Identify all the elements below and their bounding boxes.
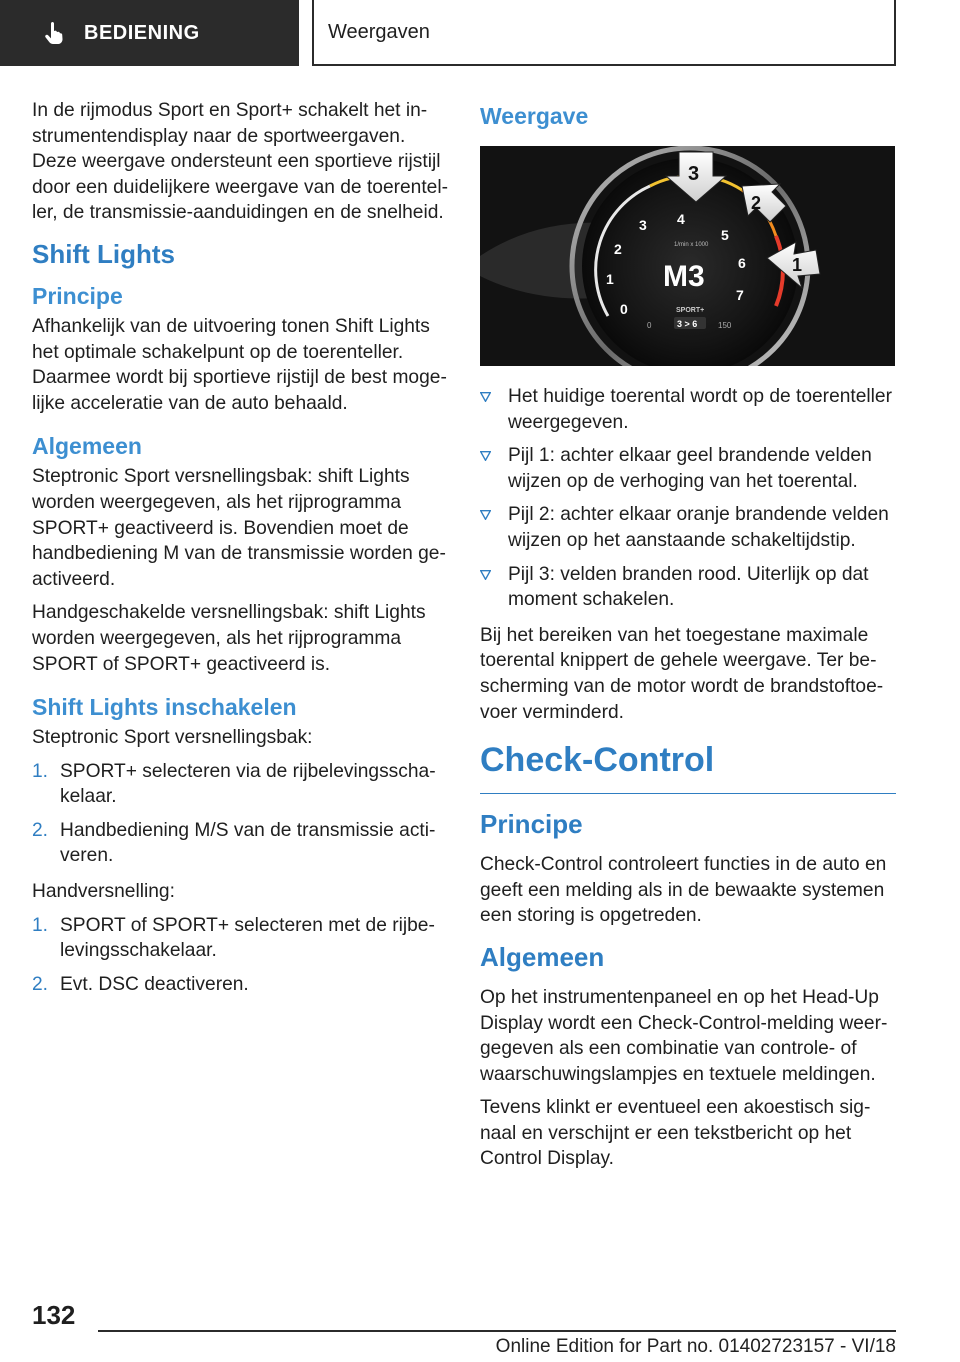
speed-tick: 0 [647, 321, 652, 330]
chapter-tab [0, 0, 299, 66]
bullet-text: Pijl 1: achter elkaar geel brandende velden wijzen op de verhoging van het toerental. [508, 445, 872, 492]
cc-principe-paragraph: Check-Control controleert functies in de auto en geeft een melding als in de bewaakte systemen een storing is opgetreden. [480, 854, 887, 927]
rpm-tick: 6 [738, 255, 746, 271]
list-item [480, 502, 896, 553]
algemeen-paragraph-1: Steptronic Sport versnellingsbak: shift Lights worden weergegeven, als het rijprogramma SPORT+ geactiveerd is. Bovendien moet de handbediening M van de transmissie worden ge activeerd. [32, 466, 446, 590]
shift-indicator: 3 > 6 [677, 319, 698, 329]
page-number: 132 [32, 1300, 76, 1330]
step-number: 1. [32, 760, 49, 782]
algemeen-heading: Algemeen [32, 433, 142, 460]
triangle-bullet-icon [480, 451, 491, 461]
cc-algemeen-paragraph-2: Tevens klinkt er eventueel een akoestisch sig naal en verschijnt er een tekstbericht op het Control Display. [480, 1097, 871, 1170]
algemeen-paragraph-2: Handgeschakelde versnellingsbak: shift Lights worden weergegeven, als het rijprogramma SPORT of SPORT+ geactiveerd is. [32, 602, 426, 675]
rpm-tick: 4 [677, 211, 685, 227]
hand-steps [32, 913, 448, 998]
steptronic-steps [32, 759, 448, 869]
edition-footer: Online Edition for Part no. 01402723157 - VI/18 [495, 1336, 896, 1357]
step-number: 1. [32, 914, 49, 936]
footer-divider [98, 1330, 896, 1332]
callout-number: 3 [688, 163, 700, 185]
principe-heading: Principe [32, 282, 123, 309]
chapter-label: BEDIENING [84, 21, 200, 44]
step-text: Evt. DSC deactiveren. [60, 973, 249, 995]
step-text: SPORT+ selecteren via de rijbelevingsscha kelaar. [60, 760, 436, 808]
figure-legend-list [480, 384, 896, 613]
weergave-heading: Weergave [480, 103, 589, 129]
right-column [480, 98, 896, 1180]
speed-tick: 150 [718, 321, 732, 330]
rpm-tick: 2 [614, 241, 622, 257]
list-item [32, 972, 448, 998]
list-item [32, 759, 448, 810]
rpm-tick: 3 [639, 217, 647, 233]
cc-algemeen-paragraph-1: Op het instrumentenpaneel en op het Head-Up Display wordt een Check-Control-melding weer gegeven als een combinatie van controle- of waarschuwingslampjes en textuele meldingen. [480, 986, 888, 1085]
tachometer-illustration [480, 146, 895, 366]
rpm-unit-label: 1/min x 1000 [674, 242, 709, 248]
hand-label: Handversnelling: [32, 881, 175, 903]
list-item [32, 818, 448, 869]
max-rpm-paragraph: Bij het bereiken van het toegestane maximale toerental knippert de gehele weergave. Ter be scherming van de motor wordt de brandstoftoe voer verminderd. [480, 624, 884, 723]
bullet-text: Het huidige toerental wordt op de toerenteller weergegeven. [508, 386, 892, 433]
bullet-text: Pijl 2: achter elkaar oranje brandende velden wijzen op het aanstaande schakeltijdstip. [508, 504, 889, 551]
callout-number: 2 [751, 193, 762, 213]
step-text: SPORT of SPORT+ selecteren met de rijbe levingsschakelaar. [60, 914, 435, 962]
rpm-tick: 7 [736, 287, 744, 303]
shift-lights-heading: Shift Lights [32, 238, 175, 269]
section-title: Weergaven [328, 20, 430, 43]
intro-paragraph: In de rijmodus Sport en Sport+ schakelt het in strumentendisplay naar de sportweergaven. Deze weergave ondersteunt een sportieve rijstijl door een duidelijkere weergave van de toerentel ler, de transmissie-aanduidingen en de snelheid. [32, 100, 448, 224]
cc-algemeen-heading: Algemeen [480, 941, 605, 972]
list-item [480, 562, 896, 613]
step-text: Handbediening M/S van de transmissie acti veren. [60, 819, 436, 867]
instrument-cluster-figure [480, 146, 895, 366]
check-control-heading: Check-Control [480, 739, 896, 794]
rpm-tick: 5 [721, 227, 729, 243]
drive-mode-label: SPORT+ [676, 307, 705, 314]
steptronic-label: Steptronic Sport versnellingsbak: [32, 727, 313, 749]
triangle-bullet-icon [480, 392, 491, 402]
principe-paragraph: Afhankelijk van de uitvoering tonen Shift Lights het optimale schakelpunt op de toerenteller. Daarmee wordt bij sportieve rijstijl de best moge lijke acceleratie van de auto behaald. [32, 315, 447, 414]
hand-pointer-icon [42, 21, 66, 45]
inschakelen-heading: Shift Lights inschakelen [32, 694, 297, 721]
gear-display: M3 [663, 260, 705, 293]
left-column [32, 98, 448, 1007]
cc-principe-heading: Principe [480, 809, 583, 840]
rpm-tick: 0 [620, 301, 628, 317]
triangle-bullet-icon [480, 510, 491, 520]
step-number: 2. [32, 819, 49, 841]
rpm-tick: 1 [606, 271, 614, 287]
callout-number: 1 [792, 255, 803, 275]
triangle-bullet-icon [480, 570, 491, 580]
section-title-box [312, 0, 896, 66]
step-number: 2. [32, 973, 49, 995]
list-item [480, 384, 896, 435]
list-item [32, 913, 448, 964]
list-item [480, 443, 896, 494]
bullet-text: Pijl 3: velden branden rood. Uiterlijk op dat moment schakelen. [508, 563, 869, 611]
